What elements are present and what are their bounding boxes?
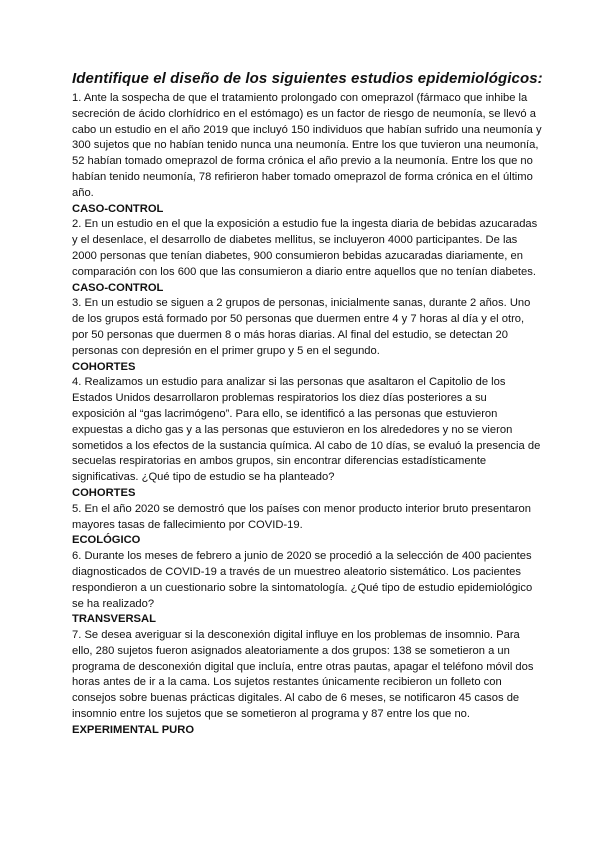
document-page <box>72 70 542 739</box>
question-4-answer: COHORTES <box>72 486 136 499</box>
question-3-answer: COHORTES <box>72 360 136 373</box>
question-7-answer: EXPERIMENTAL PURO <box>72 723 195 736</box>
question-2-answer: CASO-CONTROL <box>72 281 164 294</box>
question-1-text: 1. Ante la sospecha de que el tratamiento prolongado con omeprazol (fármaco que inhibe la secreción de ácido clorhídrico en el estómago) es un factor de riesgo de neumonía, se llevó a cabo un estudio en el año 2019 que incluyó 150 individuos que habían sufrido una neumonía y 300 sujetos que no habían tenido nunca una neumonía. Entre los que tuvieron una neumonía, 52 habían tomado omeprazol de forma crónica el año previo a la neumonía. Entre los que no habían tenido neumonía, 78 refirieron haber tomado omeprazol de forma crónica en el último año. <box>72 92 542 199</box>
document-title: Identifique el diseño de los siguientes estudios epidemiológicos: <box>72 70 543 87</box>
question-6-text: 6. Durante los meses de febrero a junio de 2020 se procedió a la selección de 400 pacientes diagnosticados de COVID-19 a través de un muestreo aleatorio sistemático. Los pacientes respondieron a un cuestionario sobre la sintomatología. ¿Qué tipo de estudio epidemiológico se ha realizado? <box>72 550 533 610</box>
question-3-text: 3. En un estudio se siguen a 2 grupos de personas, inicialmente sanas, durante 2 años. Uno de los grupos está formado por 50 personas que duermen entre 4 y 7 horas al día y el otro, por 50 personas que duermen 8 o más horas diarias. Al final del estudio, se detectan 20 personas con depresión en el primer grupo y 5 en el segundo. <box>72 297 531 357</box>
question-2-text: 2. En un estudio en el que la exposición a estudio fue la ingesta diaria de bebidas azucaradas y el desenlace, el desarrollo de diabetes mellitus, se incluyeron 4000 participantes. De las 2000 personas que tenían diabetes, 900 consumieron bebidas azucaradas diariamente, en comparación con los 600 que las consumieron a diario entre aquellos que no tenían diabetes. <box>72 218 538 278</box>
question-4-text: 4. Realizamos un estudio para analizar si las personas que asaltaron el Capitolio de los Estados Unidos desarrollaron problemas respiratorios los diez días posteriores a su exposición al “gas lacrimógeno”. Para ello, se identificó a las personas que estuvieron expuestas a dicho gas y a las personas que estuvieron en los alrededores y no se vieron sometidos a los efectos de la sustancia química. Al cabo de 10 días, se evaluó la presencia de secuelas respiratorias en ambos grupos, sin encontrar diferencias estadísticamente significativas. ¿Qué tipo de estudio se ha planteado? <box>72 376 541 484</box>
question-5-answer: ECOLÓGICO <box>72 534 141 547</box>
question-7-text: 7. Se desea averiguar si la desconexión digital influye en los problemas de insomnio. Para ello, 280 sujetos fueron asignados aleatoriamente a dos grupos: 138 se sometieron a un programa de desconexión digital que incluía, entre otras pautas, apagar el teléfono móvil dos horas antes de ir a la cama. Los sujetos restantes únicamente recibieron un folleto con consejos sobre buenas prácticas digitales. Al cabo de 6 meses, se notificaron 45 casos de insomnio entre los sujetos que se sometieron al programa y 87 entre los que no. <box>72 629 534 721</box>
question-6-answer: TRANSVERSAL <box>72 613 156 626</box>
question-1-answer: CASO-CONTROL <box>72 202 164 215</box>
question-5-text: 5. En el año 2020 se demostró que los países con menor producto interior bruto presentaron mayores tasas de fallecimiento por COVID-19. <box>72 502 531 531</box>
